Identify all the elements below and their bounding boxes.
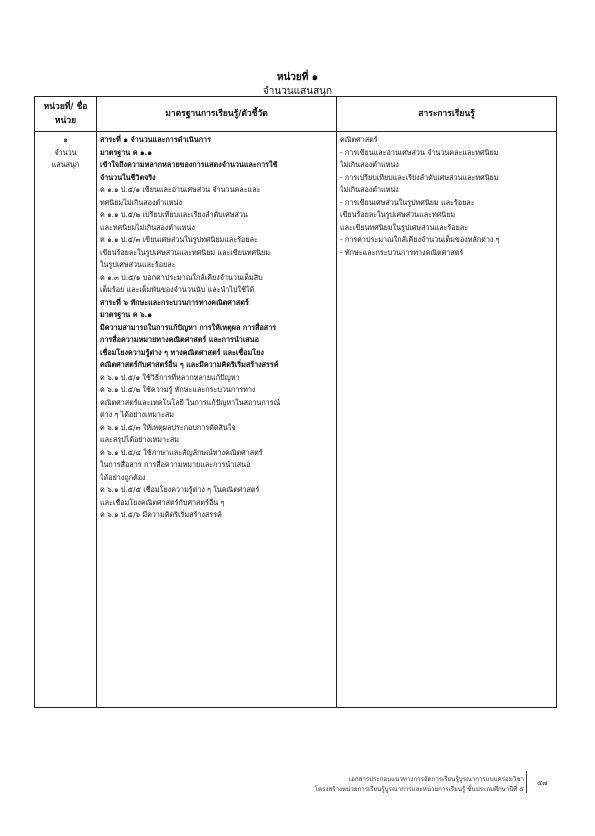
standards-line: ค ๑.๓ ป.๕/๑ บอกค่าประมาณใกล้เคียงจำนวนเต็มสิบ [100,272,263,282]
header-unit: หน่วยที่/ ชื่อหน่วย [35,97,97,132]
standards-line: ค ๑.๑ ป.๕/๒ เปรียบเทียบและเรียงลำดับเศษส่วน [100,210,248,219]
standards-line: มาตรฐาน ค ๖.๑ [100,310,152,319]
content-line: - การเขียนเศษส่วนในรูปทศนิยม และร้อยละ [340,197,475,207]
standards-line: ในรูปเศษส่วนและร้อยละ [100,260,176,269]
unit-number: ๑ [63,135,68,144]
standards-line: และทศนิยมไม่เกินสองตำแหน่ง [100,222,195,232]
standards-line: ค ๖.๑ ป.๕/๓ ให้เหตุผลประกอบการตัดสินใจ [100,422,236,432]
standards-line: ค ๖.๑ ป.๕/๒ ใช้ความรู้ ทักษะและกระบวนการทาง [100,385,256,394]
standards-line: สาระที่ ๖ ทักษะและกระบวนการทางคณิตศาสตร์ [100,297,249,307]
standards-line: ค ๖.๑ ป.๕/๔ ใช้ภาษาและสัญลักษณ์ทางคณิตศาสตร์ [100,447,263,457]
standards-line: ค ๖.๑ ป.๕/๖ มีความคิดริเริ่มสร้างสรรค์ [100,510,222,519]
standards-line: คณิตศาสตร์กับศาสตร์อื่น ๆ และมีความคิดริเริ่มสร้างสรรค์ [100,360,279,369]
footer-line-1: เอกสารประกอบแนวทางการจัดการเรียนรู้บูรณาการแบบคร่อมวิชา [349,776,524,783]
standards-line: ได้อย่างถูกต้อง [100,472,146,482]
page-title: หน่วยที่ ๑ [276,72,319,83]
header-standards: มาตรฐานการเรียนรู้/ตัวชี้วัด [97,97,337,132]
unit-cell [35,132,97,708]
standards-line: เขียนร้อยละในรูปเศษส่วนและทศนิยม และเขียนทศนิยม [100,247,270,257]
standards-line: จำนวนในชีวิตจริง [100,172,156,182]
standards-line: คณิตศาสตร์และเทคโนโลยี ในการแก้ปัญหาในสถานการณ์ [100,397,281,407]
page-number: ๕๗ [537,779,548,787]
standards-line: มีความสามารถในการแก้ปัญหา การให้เหตุผล การสื่อสาร [100,322,277,332]
standards-line: ในการสื่อสาร การสื่อความหมายและการนำเสนอ [100,460,251,469]
standards-line: เชื่อมโยงความรู้ต่าง ๆ ทางคณิตศาสตร์ และเชื่อมโยง [100,347,264,357]
standards-line: ค ๑.๑ ป.๕/๓ เขียนเศษส่วนในรูปทศนิยมและร้อยละ [100,235,258,244]
header-content: สาระการเรียนรู้ [337,97,557,132]
standards-line: และเชื่อมโยงคณิตศาสตร์กับศาสตร์อื่น ๆ [100,497,225,507]
content-line: - การค่าประมาณใกล้เคียงจำนวนเต็มของหลักต่าง ๆ [340,235,500,244]
content-line: และเขียนทศนิยมในรูปเศษส่วนและร้อยละ [340,222,469,232]
unit-name-line-2: แสนสนุก [51,160,80,169]
standards-line: ค ๖.๑ ป.๕/๕ เชื่อมโยงความรู้ต่าง ๆ ในคณิตศาสตร์ [100,485,260,494]
standards-line: ค ๑.๑ ป.๕/๑ เขียนและอ่านเศษส่วน จำนวนคละและ [100,185,261,194]
standards-line: การสื่อความหมายทางคณิตศาสตร์ และการนำเสนอ [100,335,259,344]
standards-line: เต็มร้อย และเต็มพันของจำนวนนับ และนำไปใช้ได้ [100,285,255,294]
standards-line: และสรุปได้อย่างเหมาะสม [100,435,180,444]
footer-line-2: โครงสร้างหน่วยการเรียนรู้บูรณาการและหน่วยการเรียนรู้ ชั้นประถมศึกษาปีที่ ๕ [314,786,524,793]
content-cell [337,132,557,708]
standards-line: ทศนิยมไม่เกินสองตำแหน่ง [100,197,182,207]
content-line: - การเขียนและอ่านเศษส่วน จำนวนคละและทศนิยม [340,147,499,157]
curriculum-table [34,96,557,708]
content-line: คณิตศาสตร์ [340,135,378,144]
content-line: - ทักษะและกระบวนการทางคณิตศาสตร์ [340,247,464,257]
standards-line: ค ๖.๑ ป.๕/๑ ใช้วิธีการที่หลากหลายแก้ปัญหา [100,372,240,382]
table-row [35,132,557,708]
content-line: ไม่เกินสองตำแหน่ง [340,185,399,194]
standards-line: สาระที่ ๑ จำนวนและการดำเนินการ [100,135,211,144]
standards-cell [97,132,337,708]
page-subtitle: จำนวนแสนสนุก [262,86,333,97]
standards-line: มาตรฐาน ค ๑.๑ [100,147,152,157]
footer-divider [526,771,527,793]
unit-name-line-1: จำนวน [54,147,77,157]
standards-line: ต่าง ๆ ได้อย่างเหมาะสม [100,410,174,419]
standards-line: เข้าใจถึงความหลากหลายของการแสดงจำนวนและการใช้ [100,160,278,169]
footer [315,775,524,795]
content-line: ไม่เกินสองตำแหน่ง [340,160,399,169]
content-line: เขียนร้อยละในรูปเศษส่วนและทศนิยม [340,210,456,219]
content-line: - การเปรียบเทียบและเรียงลำดับเศษส่วนและทศนิยม [340,172,499,182]
table-header-row [35,97,557,132]
